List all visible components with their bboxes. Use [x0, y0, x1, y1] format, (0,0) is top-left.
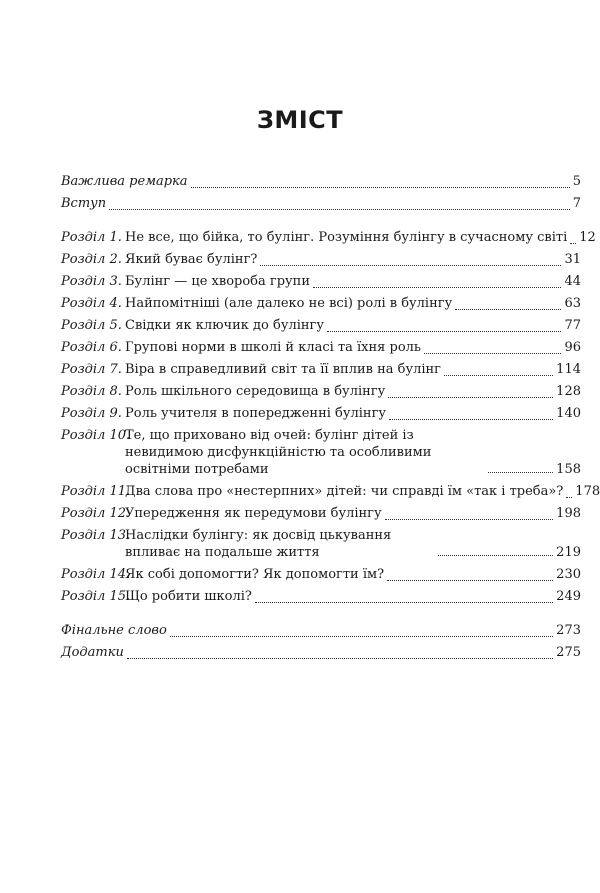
toc-chapter-label: Розділ 12.	[61, 506, 131, 521]
dot-leader	[566, 497, 572, 498]
dot-leader	[570, 243, 576, 244]
toc-entry-chapter-15[interactable]	[61, 586, 581, 608]
toc-page-number: 114	[556, 362, 581, 377]
toc-entry-chapter-10[interactable]	[61, 425, 581, 481]
dot-leader	[109, 209, 570, 210]
toc-chapter-label: Розділ 11.	[61, 484, 131, 499]
toc-entry-title: Не все, що бійка, то булінг. Розуміння булінгу в сучасному світі	[125, 230, 568, 245]
toc-chapter-label: Розділ 3.	[61, 274, 122, 289]
dot-leader	[424, 353, 561, 354]
toc-entry-title: Групові норми в школі й класі та їхня роль	[125, 340, 421, 355]
toc-entry-title: Важлива ремарка	[61, 174, 188, 189]
dot-leader	[388, 397, 553, 398]
dot-leader	[385, 519, 554, 520]
toc-entry-chapter-4[interactable]	[61, 293, 581, 315]
toc-entry-chapter-2[interactable]	[61, 249, 581, 271]
toc-entry-chapter-12[interactable]	[61, 503, 581, 525]
toc-chapter-label: Розділ 6.	[61, 340, 122, 355]
toc-entry-title: Булінг — це хвороба групи	[125, 274, 310, 289]
toc-entry-title: Роль учителя в попередженні булінгу	[125, 406, 387, 421]
toc-entry-title: Фінальне слово	[61, 623, 167, 638]
dot-leader	[444, 375, 553, 376]
toc-entry-title: Як собі допомогти? Як допомогти їм?	[125, 567, 385, 582]
toc-entry-chapter-7[interactable]	[61, 359, 581, 381]
toc-entry-title: Те, що приховано від очей: булінг дітей із невидимою дисфункційністю та особливими освітніми потребами	[125, 428, 432, 477]
toc-entry-title: Який буває булінг?	[125, 252, 258, 267]
toc-page-number: 7	[572, 196, 581, 211]
toc-chapter-label: Розділ 4.	[61, 296, 122, 311]
dot-leader	[455, 309, 561, 310]
toc-page-number: 44	[564, 274, 581, 289]
toc-chapter-label: Розділ 1.	[61, 230, 122, 245]
dot-leader	[387, 580, 553, 581]
toc-page-number: 12	[579, 230, 596, 245]
toc-entry-chapter-11[interactable]	[61, 481, 600, 503]
toc-entry-front-remark[interactable]	[61, 171, 581, 193]
toc-page-number: 77	[564, 318, 581, 333]
toc-entry-title: Вступ	[61, 196, 107, 211]
toc-entry-title: Два слова про «нестерпних» дітей: чи справді їм «так і треба»?	[125, 484, 564, 499]
toc-chapter-label: Розділ 5.	[61, 318, 122, 333]
toc-chapter-label: Розділ 9.	[61, 406, 122, 421]
toc-page-number: 249	[556, 589, 581, 604]
toc-entry-front-intro[interactable]	[61, 193, 581, 215]
dot-leader	[170, 636, 553, 637]
toc-entry-chapter-14[interactable]	[61, 564, 581, 586]
toc-entry-chapter-1[interactable]	[61, 227, 596, 249]
toc-entry-title: Наслідки булінгу: як досвід цькування впливає на подальше життя	[125, 528, 392, 560]
toc-chapter-label: Розділ 7.	[61, 362, 122, 377]
toc-entry-appendices[interactable]	[61, 642, 581, 664]
toc-entry-chapter-6[interactable]	[61, 337, 581, 359]
dot-leader	[438, 555, 553, 556]
toc-entry-chapter-3[interactable]	[61, 271, 581, 293]
toc-page-number: 219	[556, 545, 581, 560]
toc-entry-title: Що робити школі?	[125, 589, 252, 604]
toc-page-number: 140	[556, 406, 581, 421]
toc-entry-chapter-9[interactable]	[61, 403, 581, 425]
toc-page-number: 275	[556, 645, 581, 660]
toc-entry-title: Упередження як передумови булінгу	[125, 506, 382, 521]
toc-page-number: 230	[556, 567, 581, 582]
dot-leader	[255, 602, 553, 603]
toc-page-number: 178	[575, 484, 600, 499]
toc-page-number: 158	[556, 462, 581, 477]
dot-leader	[127, 658, 553, 659]
toc-entry-chapter-13[interactable]	[61, 525, 581, 564]
toc-page-number: 5	[572, 174, 581, 189]
toc-chapter-label: Розділ 15.	[61, 589, 131, 604]
dot-leader	[260, 265, 561, 266]
toc-entry-final-word[interactable]	[61, 620, 581, 642]
toc-page-number: 31	[564, 252, 581, 267]
toc-page-number: 96	[564, 340, 581, 355]
toc-entry-chapter-5[interactable]	[61, 315, 581, 337]
toc-entry-title: Свідки як ключик до булінгу	[125, 318, 325, 333]
toc-entry-title: Найпомітніші (але далеко не всі) ролі в булінгу	[125, 296, 453, 311]
toc-page-number: 273	[556, 623, 581, 638]
toc-chapter-label: Розділ 8.	[61, 384, 122, 399]
toc-entry-chapter-8[interactable]	[61, 381, 581, 403]
toc-chapter-label: Розділ 14.	[61, 567, 131, 582]
toc-chapter-label: Розділ 10.	[61, 428, 131, 443]
toc-entry-title: Додатки	[61, 645, 124, 660]
toc-page-number: 198	[556, 506, 581, 521]
dot-leader	[313, 287, 561, 288]
dot-leader	[191, 187, 570, 188]
toc-page-number: 128	[556, 384, 581, 399]
toc-chapter-label: Розділ 2.	[61, 252, 122, 267]
toc-page-number: 63	[564, 296, 581, 311]
toc-entry-title: Віра в справедливий світ та її вплив на булінг	[125, 362, 441, 377]
dot-leader	[389, 419, 553, 420]
dot-leader	[488, 472, 553, 473]
toc-chapter-label: Розділ 13.	[61, 528, 131, 543]
table-of-contents	[61, 171, 600, 664]
dot-leader	[327, 331, 561, 332]
toc-entry-title: Роль шкільного середовища в булінгу	[125, 384, 386, 399]
page-title: ЗМІСТ	[256, 106, 344, 134]
